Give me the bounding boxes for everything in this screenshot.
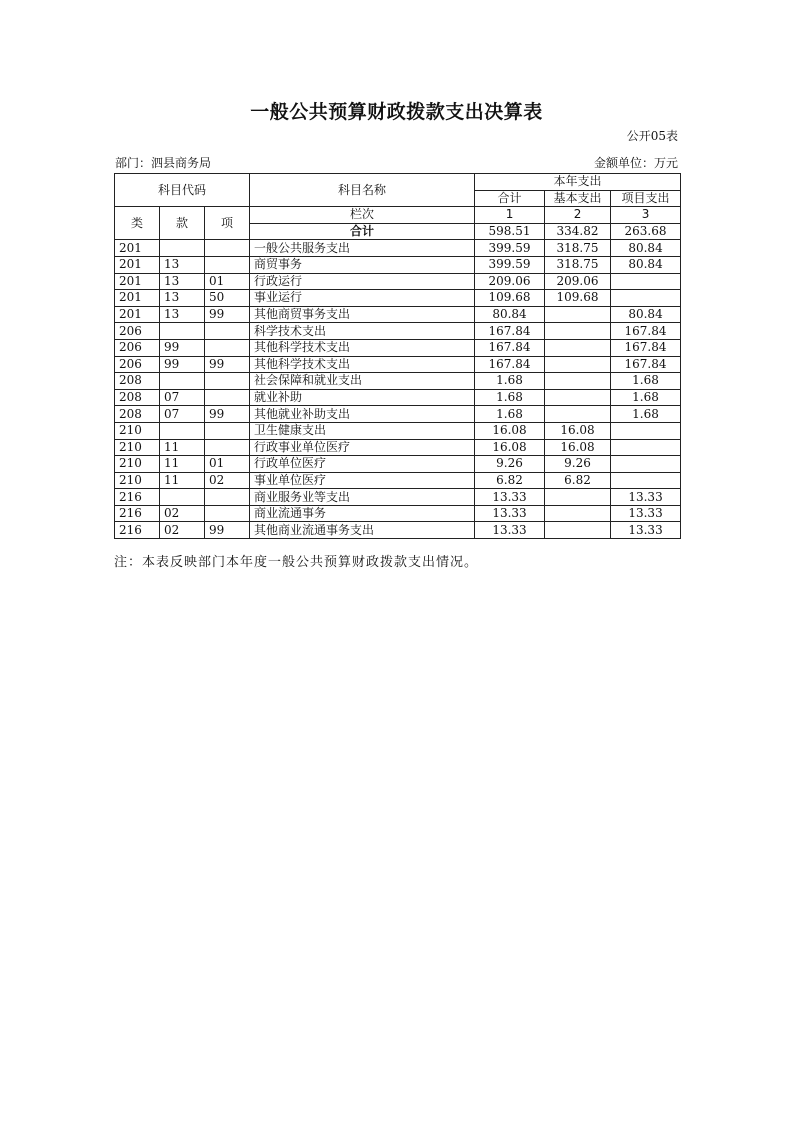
code-xiang-cell: 02: [205, 472, 250, 489]
project-cell: 167.84: [611, 339, 681, 356]
code-lei-cell: 208: [115, 406, 160, 423]
basic-cell: [545, 522, 611, 539]
code-xiang-cell: [205, 439, 250, 456]
subject-name-cell: 社会保障和就业支出: [250, 373, 475, 390]
basic-cell: 16.08: [545, 422, 611, 439]
total-cell: 80.84: [475, 306, 545, 323]
sum-project: 263.68: [611, 223, 681, 240]
basic-cell: [545, 489, 611, 506]
total-cell: 209.06: [475, 273, 545, 290]
code-lei-cell: 201: [115, 273, 160, 290]
total-cell: 13.33: [475, 505, 545, 522]
total-cell: 1.68: [475, 389, 545, 406]
table-row: [115, 456, 681, 473]
code-kuan-cell: 13: [160, 273, 205, 290]
header-project: 项目支出: [611, 190, 681, 207]
basic-cell: 6.82: [545, 472, 611, 489]
basic-cell: 9.26: [545, 456, 611, 473]
project-cell: [611, 472, 681, 489]
total-cell: 1.68: [475, 373, 545, 390]
code-lei-cell: 206: [115, 356, 160, 373]
table-row: [115, 306, 681, 323]
code-xiang-cell: 01: [205, 456, 250, 473]
subject-name-cell: 商业服务业等支出: [250, 489, 475, 506]
code-xiang-cell: [205, 323, 250, 340]
basic-cell: 318.75: [545, 256, 611, 273]
basic-cell: [545, 373, 611, 390]
basic-cell: 16.08: [545, 439, 611, 456]
code-kuan-cell: 02: [160, 505, 205, 522]
code-xiang-cell: [205, 489, 250, 506]
total-cell: 399.59: [475, 240, 545, 257]
header-kuan: 款: [160, 207, 205, 240]
header-sum-label: 合计: [250, 223, 475, 240]
total-cell: 167.84: [475, 356, 545, 373]
subject-name-cell: 商贸事务: [250, 256, 475, 273]
total-cell: 167.84: [475, 339, 545, 356]
subject-name-cell: 其他商业流通事务支出: [250, 522, 475, 539]
total-cell: 16.08: [475, 422, 545, 439]
code-kuan-cell: [160, 240, 205, 257]
project-cell: [611, 290, 681, 307]
code-xiang-cell: [205, 389, 250, 406]
project-cell: 80.84: [611, 256, 681, 273]
code-kuan-cell: [160, 373, 205, 390]
subject-name-cell: 其他商贸事务支出: [250, 306, 475, 323]
table-row: [115, 522, 681, 539]
code-kuan-cell: [160, 489, 205, 506]
code-kuan-cell: [160, 323, 205, 340]
page-title: 一般公共预算财政拨款支出决算表: [250, 101, 543, 123]
subject-name-cell: 其他科学技术支出: [250, 356, 475, 373]
header-xiang: 项: [205, 207, 250, 240]
code-kuan-cell: [160, 422, 205, 439]
total-cell: 399.59: [475, 256, 545, 273]
table-row: [115, 472, 681, 489]
table-row: [115, 489, 681, 506]
table-row: [115, 273, 681, 290]
subject-name-cell: 事业单位医疗: [250, 472, 475, 489]
form-number: 公开05表: [626, 129, 678, 143]
code-lei-cell: 206: [115, 323, 160, 340]
code-kuan-cell: 11: [160, 472, 205, 489]
code-lei-cell: 208: [115, 373, 160, 390]
header-col-3: 3: [611, 207, 681, 224]
code-xiang-cell: 01: [205, 273, 250, 290]
table-row: [115, 373, 681, 390]
table-row: [115, 505, 681, 522]
header-basic: 基本支出: [545, 190, 611, 207]
header-current-year: 本年支出: [475, 174, 681, 191]
basic-cell: [545, 389, 611, 406]
code-kuan-cell: 02: [160, 522, 205, 539]
code-xiang-cell: [205, 373, 250, 390]
project-cell: [611, 456, 681, 473]
code-lei-cell: 210: [115, 439, 160, 456]
project-cell: [611, 273, 681, 290]
project-cell: [611, 439, 681, 456]
amount-unit-label: 金额单位：万元: [593, 156, 678, 170]
footnote: 注：本表反映部门本年度一般公共预算财政拨款支出情况。: [114, 555, 479, 570]
code-kuan-cell: 11: [160, 439, 205, 456]
code-lei-cell: 208: [115, 389, 160, 406]
code-xiang-cell: [205, 505, 250, 522]
basic-cell: 318.75: [545, 240, 611, 257]
subject-name-cell: 卫生健康支出: [250, 422, 475, 439]
subject-name-cell: 就业补助: [250, 389, 475, 406]
code-lei-cell: 201: [115, 240, 160, 257]
basic-cell: 209.06: [545, 273, 611, 290]
subject-name-cell: 一般公共服务支出: [250, 240, 475, 257]
project-cell: 13.33: [611, 489, 681, 506]
header-col-2: 2: [545, 207, 611, 224]
code-kuan-cell: 13: [160, 290, 205, 307]
code-lei-cell: 210: [115, 422, 160, 439]
subject-name-cell: 事业运行: [250, 290, 475, 307]
code-xiang-cell: [205, 339, 250, 356]
code-xiang-cell: [205, 422, 250, 439]
code-xiang-cell: 50: [205, 290, 250, 307]
table-row: [115, 422, 681, 439]
code-xiang-cell: 99: [205, 522, 250, 539]
table-row: [115, 256, 681, 273]
total-cell: 167.84: [475, 323, 545, 340]
table-row: [115, 356, 681, 373]
code-kuan-cell: 99: [160, 356, 205, 373]
table-row: [115, 389, 681, 406]
table-row: [115, 240, 681, 257]
code-xiang-cell: [205, 256, 250, 273]
header-column-no: 栏次: [250, 207, 475, 224]
total-cell: 13.33: [475, 522, 545, 539]
code-xiang-cell: 99: [205, 406, 250, 423]
project-cell: 1.68: [611, 373, 681, 390]
project-cell: 1.68: [611, 389, 681, 406]
basic-cell: [545, 323, 611, 340]
subject-name-cell: 科学技术支出: [250, 323, 475, 340]
total-cell: 9.26: [475, 456, 545, 473]
code-xiang-cell: 99: [205, 306, 250, 323]
project-cell: 167.84: [611, 356, 681, 373]
code-kuan-cell: 13: [160, 256, 205, 273]
basic-cell: [545, 306, 611, 323]
table-body: [115, 240, 681, 539]
code-kuan-cell: 07: [160, 389, 205, 406]
code-xiang-cell: [205, 240, 250, 257]
subject-name-cell: 行政事业单位医疗: [250, 439, 475, 456]
header-subject-code: 科目代码: [115, 174, 250, 207]
table-row: [115, 439, 681, 456]
subject-name-cell: 其他科学技术支出: [250, 339, 475, 356]
total-cell: 109.68: [475, 290, 545, 307]
code-lei-cell: 210: [115, 456, 160, 473]
project-cell: 13.33: [611, 505, 681, 522]
basic-cell: 109.68: [545, 290, 611, 307]
code-lei-cell: 210: [115, 472, 160, 489]
code-lei-cell: 201: [115, 290, 160, 307]
basic-cell: [545, 339, 611, 356]
total-cell: 1.68: [475, 406, 545, 423]
subject-name-cell: 商业流通事务: [250, 505, 475, 522]
project-cell: 80.84: [611, 240, 681, 257]
table-row: [115, 323, 681, 340]
project-cell: 80.84: [611, 306, 681, 323]
subject-name-cell: 行政单位医疗: [250, 456, 475, 473]
project-cell: [611, 422, 681, 439]
sum-total: 598.51: [475, 223, 545, 240]
sum-basic: 334.82: [545, 223, 611, 240]
total-cell: 13.33: [475, 489, 545, 506]
code-lei-cell: 216: [115, 489, 160, 506]
header-lei: 类: [115, 207, 160, 240]
basic-cell: [545, 505, 611, 522]
table-row: [115, 290, 681, 307]
basic-cell: [545, 356, 611, 373]
code-kuan-cell: 11: [160, 456, 205, 473]
total-cell: 16.08: [475, 439, 545, 456]
code-kuan-cell: 99: [160, 339, 205, 356]
header-subject-name: 科目名称: [250, 174, 475, 207]
code-kuan-cell: 13: [160, 306, 205, 323]
total-cell: 6.82: [475, 472, 545, 489]
department-label: 部门：泗县商务局: [115, 156, 212, 170]
table-row: [115, 339, 681, 356]
header-total: 合计: [475, 190, 545, 207]
code-lei-cell: 216: [115, 522, 160, 539]
project-cell: 13.33: [611, 522, 681, 539]
code-lei-cell: 216: [115, 505, 160, 522]
subject-name-cell: 行政运行: [250, 273, 475, 290]
basic-cell: [545, 406, 611, 423]
table-row: [115, 406, 681, 423]
project-cell: 1.68: [611, 406, 681, 423]
code-lei-cell: 206: [115, 339, 160, 356]
code-lei-cell: 201: [115, 256, 160, 273]
code-kuan-cell: 07: [160, 406, 205, 423]
code-lei-cell: 201: [115, 306, 160, 323]
subject-name-cell: 其他就业补助支出: [250, 406, 475, 423]
expenditure-table: [114, 173, 681, 539]
header-col-1: 1: [475, 207, 545, 224]
code-xiang-cell: 99: [205, 356, 250, 373]
project-cell: 167.84: [611, 323, 681, 340]
